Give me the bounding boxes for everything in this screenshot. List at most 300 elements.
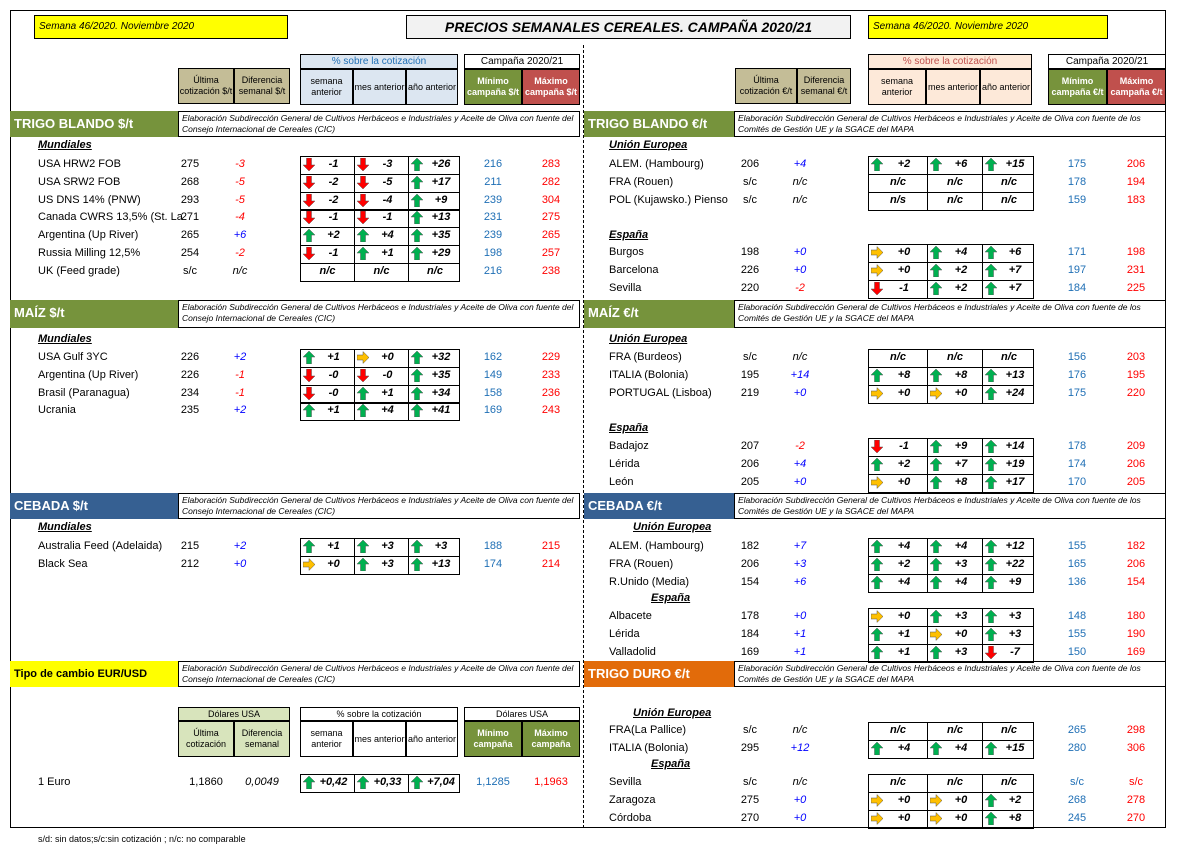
pct-value: +9	[1008, 575, 1022, 588]
table-row	[0, 438, 1183, 455]
table-row	[0, 774, 1183, 791]
arrow-up-icon	[411, 211, 423, 224]
sub-trigo-eur-es: España	[609, 229, 649, 241]
pct-cell-mes	[928, 457, 983, 474]
pct-value: +9	[954, 440, 968, 452]
row-max: 275	[541, 211, 561, 224]
pct-cell-mes	[355, 775, 409, 792]
pct-value: n/c	[947, 724, 963, 736]
row-name: FRA (Burdeos)	[609, 351, 682, 363]
row-max: 182	[1126, 540, 1146, 552]
pct-cell-sem	[869, 281, 928, 298]
row-max: 206	[1126, 457, 1146, 470]
arrow-up-icon	[411, 404, 423, 417]
pct-value: -1	[899, 440, 909, 452]
arrow-right-icon	[930, 387, 942, 400]
pct-value: n/c	[947, 351, 963, 363]
sub-cebada-usd-mundiales: Mundiales	[38, 521, 92, 533]
row-price: 226	[180, 351, 200, 363]
pct-cell-mes	[928, 281, 983, 298]
row-max: 298	[1126, 724, 1146, 736]
arrow-up-icon	[985, 558, 997, 571]
tipo-hdr-ultima: Última cotización	[178, 721, 234, 757]
arrow-right-icon	[871, 387, 883, 400]
table-row	[0, 385, 1183, 402]
pct-value: +0	[897, 610, 911, 622]
pct-cell-mes	[928, 793, 983, 810]
row-min: 156	[1067, 351, 1087, 363]
pct-value: +29	[431, 247, 451, 259]
pct-cell-sem	[869, 350, 928, 367]
pct-cell-mes	[928, 368, 983, 385]
sub-duro-ue: Unión Europea	[633, 707, 712, 719]
row-min: 175	[1067, 386, 1087, 399]
pct-value: +17	[431, 175, 451, 188]
row-price: 265	[180, 229, 200, 242]
hdr-max-usd: Máximo campaña $/t	[522, 69, 580, 105]
tipo-hdr-minimo: Mínimo campaña	[464, 721, 522, 757]
tipo-hdr-dolares-right: Dólares USA	[464, 707, 580, 721]
arrow-up-icon	[411, 776, 423, 789]
pct-change-box	[868, 367, 1034, 386]
table-row	[0, 156, 1183, 173]
arrow-right-icon	[871, 812, 883, 825]
pct-value: +2	[897, 158, 911, 170]
table-row	[0, 192, 1183, 209]
row-max: 195	[1126, 368, 1146, 381]
table-row	[0, 626, 1183, 643]
row-price: 212	[180, 557, 200, 570]
pct-value: +0	[381, 351, 394, 363]
row-diff: +6	[233, 229, 247, 242]
arrow-up-icon	[930, 158, 942, 171]
arrow-up-icon	[985, 246, 997, 259]
pct-cell-anio	[983, 368, 1035, 385]
row-price: 154	[740, 575, 760, 588]
pct-value: +0,42	[319, 776, 348, 788]
sub-trigo-usd-mundiales: Mundiales	[38, 139, 92, 151]
row-name: ITALIA (Bolonia)	[609, 741, 689, 754]
sub-maiz-usd-mundiales: Mundiales	[38, 333, 92, 345]
hdr-min-eur: Mínimo campaña €/t	[1048, 69, 1107, 105]
row-max: 225	[1126, 281, 1146, 294]
pct-change-box	[868, 280, 1034, 299]
hdr-anio-right: año anterior	[980, 69, 1032, 105]
pct-value: +12	[1005, 540, 1025, 552]
pct-value: +4	[897, 741, 911, 754]
pct-cell-mes	[928, 157, 983, 174]
hdr-dif-eur: Diferencia semanal €/t	[797, 68, 851, 104]
pct-value: -1	[899, 281, 909, 294]
pct-cell-mes	[928, 350, 983, 367]
pct-value: +3	[381, 540, 394, 552]
row-name: R.Unido (Media)	[609, 575, 690, 588]
pct-value: -0	[382, 368, 393, 381]
arrow-up-icon	[930, 246, 942, 259]
row-name: ALEM. (Hambourg)	[609, 158, 704, 170]
pct-value: +41	[431, 404, 451, 417]
pct-cell-mes	[928, 609, 983, 626]
pct-cell-anio	[409, 210, 461, 227]
pct-value: +1	[897, 645, 911, 658]
row-name: Ucrania	[38, 404, 76, 417]
row-price: 268	[180, 175, 200, 188]
arrow-up-icon	[985, 576, 997, 589]
row-min: 268	[1067, 793, 1087, 806]
pct-cell-mes	[928, 557, 983, 574]
row-price: 182	[740, 540, 760, 552]
row-name: Canada CWRS 13,5% (St. La	[38, 211, 183, 224]
arrow-up-icon	[357, 229, 369, 242]
table-row	[0, 402, 1183, 419]
pct-cell-mes	[928, 539, 983, 556]
row-price: 226	[180, 368, 200, 381]
row-diff: -4	[235, 211, 245, 224]
row-diff: +0	[233, 557, 247, 570]
pct-value: +35	[431, 229, 451, 242]
row-name: Badajoz	[609, 440, 649, 452]
pct-cell-sem	[869, 475, 928, 492]
row-max: 282	[541, 175, 561, 188]
row-diff: -1	[235, 386, 245, 399]
pct-value: +2	[897, 457, 911, 470]
pct-value: +32	[431, 351, 451, 363]
pct-cell-sem	[869, 557, 928, 574]
pct-value: +24	[1005, 386, 1025, 399]
row-min: 150	[1067, 645, 1087, 658]
pct-cell-anio	[983, 539, 1035, 556]
hdr-ultima-eur: Última cotización €/t	[735, 68, 797, 104]
pct-cell-sem	[301, 403, 355, 420]
row-name: León	[609, 475, 634, 488]
pct-change-box	[868, 792, 1034, 811]
table-row	[0, 740, 1183, 757]
pct-value: -2	[328, 193, 339, 206]
pct-cell-mes	[928, 475, 983, 492]
hdr-dif-usd: Diferencia semanal $/t	[234, 68, 290, 104]
pct-value: +0	[897, 246, 911, 258]
arrow-up-icon	[930, 440, 942, 453]
row-min: 216	[483, 264, 503, 277]
arrow-up-icon	[930, 742, 942, 755]
section-trigo-eur-title: TRIGO BLANDO €/t	[584, 111, 734, 137]
row-price: 215	[180, 540, 200, 552]
row-min: 174	[483, 557, 503, 570]
pct-change-box	[868, 538, 1034, 557]
row-price: 207	[740, 440, 760, 452]
row-min: 188	[483, 540, 503, 552]
row-min: 184	[1067, 281, 1087, 294]
row-name: USA HRW2 FOB	[38, 158, 121, 170]
pct-cell-sem	[869, 609, 928, 626]
table-row	[0, 280, 1183, 297]
pct-cell-sem	[869, 793, 928, 810]
pct-value: -3	[382, 158, 393, 170]
pct-change-box	[868, 156, 1034, 175]
pct-value: n/c	[1001, 724, 1017, 736]
pct-cell-anio	[983, 193, 1035, 210]
row-min: 158	[483, 386, 503, 399]
row-name: FRA (Rouen)	[609, 175, 674, 188]
pct-value: +15	[1005, 741, 1025, 754]
arrow-up-icon	[411, 229, 423, 242]
table-row	[0, 556, 1183, 573]
arrow-up-icon	[871, 369, 883, 382]
pct-cell-mes	[928, 645, 983, 662]
arrow-right-icon	[930, 812, 942, 825]
row-min: 171	[1067, 246, 1087, 258]
row-name: UK (Feed grade)	[38, 264, 120, 277]
row-min: 162	[483, 351, 503, 363]
tipo-hdr-mes: mes anterior	[353, 721, 406, 757]
arrow-up-icon	[871, 458, 883, 471]
pct-value: n/s	[890, 193, 906, 206]
row-name: Russia Milling 12,5%	[38, 247, 141, 259]
row-max: 304	[541, 193, 561, 206]
pct-value: +0	[897, 263, 911, 276]
row-max: 243	[541, 404, 561, 417]
row-price: 206	[740, 557, 760, 570]
row-min: 211	[484, 175, 502, 188]
row-diff: +1	[793, 645, 807, 658]
row-name: ITALIA (Bolonia)	[609, 368, 689, 381]
pct-change-box	[868, 192, 1034, 211]
row-diff: +2	[233, 540, 247, 552]
row-max: 206	[1126, 158, 1146, 170]
arrow-up-icon	[985, 540, 997, 553]
row-min: 198	[483, 247, 503, 259]
row-price: 275	[740, 793, 760, 806]
row-diff: +0	[793, 793, 807, 806]
pct-value: +35	[431, 368, 451, 381]
row-price: 206	[740, 158, 760, 170]
pct-value: n/c	[890, 351, 906, 363]
arrow-up-icon	[985, 476, 997, 489]
row-diff: +6	[793, 575, 807, 588]
arrow-up-icon	[930, 282, 942, 295]
pct-cell-anio	[983, 281, 1035, 298]
pct-value: +2	[954, 263, 968, 276]
row-min: 165	[1067, 557, 1087, 570]
row-diff: +4	[793, 457, 807, 470]
pct-cell-mes	[928, 627, 983, 644]
pct-value: +8	[954, 368, 968, 381]
pct-cell-anio	[983, 609, 1035, 626]
row-max: 190	[1126, 627, 1146, 640]
pct-value: +7	[954, 457, 968, 470]
pct-value: +9	[434, 193, 448, 206]
footnote: s/d: sin datos;s/c:sin cotización ; n/c: no comparable	[38, 834, 246, 844]
pct-cell-anio	[983, 557, 1035, 574]
hdr-min-usd: Mínimo campaña $/t	[464, 69, 522, 105]
pct-change-box	[868, 556, 1034, 575]
arrow-up-icon	[930, 458, 942, 471]
row-price: 293	[180, 193, 200, 206]
section-cebada-eur-title: CEBADA €/t	[584, 493, 734, 519]
pct-value: +0	[954, 627, 968, 640]
row-price: 195	[740, 368, 760, 381]
row-diff: +7	[793, 540, 807, 552]
row-diff: +0	[793, 475, 807, 488]
row-price: 205	[740, 475, 760, 488]
arrow-up-icon	[357, 776, 369, 789]
pct-value: +4	[954, 741, 968, 754]
row-diff: +2	[233, 404, 247, 417]
row-max: 169	[1126, 645, 1146, 658]
pct-value: +4	[897, 575, 911, 588]
pct-change-box	[868, 174, 1034, 193]
hdr-campaign-left: Campaña 2020/21	[464, 54, 580, 69]
row-name: USA Gulf 3YC	[38, 351, 108, 363]
row-name: Barcelona	[609, 263, 659, 276]
sub-cebada-eur-es: España	[651, 592, 691, 604]
row-name: FRA(La Pallice)	[609, 724, 687, 736]
source-cebada-eur: Elaboración Subdirección General de Cultivos Herbáceos e Industriales y Aceite de Oliva con fuente de los Comités de Gestión UE y la SGACE del MAPA	[734, 493, 1166, 519]
row-diff: +0	[793, 811, 807, 824]
hdr-pct-right: % sobre la cotización	[868, 54, 1032, 69]
pct-value: n/c	[947, 193, 963, 206]
pct-value: +0	[897, 811, 911, 824]
pct-cell-anio	[983, 457, 1035, 474]
arrow-down-icon	[871, 440, 883, 453]
row-max: 270	[1126, 811, 1146, 824]
pct-value: -7	[1010, 645, 1020, 658]
week-label-left: Semana 46/2020. Noviembre 2020	[34, 15, 288, 39]
hdr-mes-right: mes anterior	[926, 69, 980, 105]
row-name: Burgos	[609, 246, 644, 258]
tipo-hdr-semana: semana anterior	[300, 721, 353, 757]
row-max: 306	[1126, 741, 1146, 754]
pct-value: +2	[327, 229, 340, 242]
row-diff: +3	[793, 557, 807, 570]
pct-cell-anio	[983, 175, 1035, 192]
row-name: Zaragoza	[609, 793, 656, 806]
row-name: Lérida	[609, 457, 640, 470]
pct-value: n/c	[1001, 175, 1017, 188]
pct-cell-sem	[869, 368, 928, 385]
pct-value: +1	[327, 540, 340, 552]
pct-value: +22	[1005, 557, 1025, 570]
pct-cell-sem	[869, 627, 928, 644]
pct-value: +3	[954, 610, 968, 622]
hdr-mes-left: mes anterior	[353, 69, 406, 105]
row-max: 265	[541, 229, 561, 242]
source-tipo: Elaboración Subdirección General de Cultivos Herbáceos e Industriales y Aceite de Oliva con fuente del Consejo Internacional de Cereales (CIC)	[178, 661, 580, 687]
pct-value: -0	[328, 386, 339, 399]
row-diff: +12	[790, 741, 810, 754]
row-diff: n/c	[792, 724, 808, 736]
row-diff: -2	[235, 247, 245, 259]
pct-cell-anio	[983, 350, 1035, 367]
row-name: 1 Euro	[38, 776, 71, 788]
row-price: 219	[740, 386, 760, 399]
arrow-up-icon	[985, 282, 997, 295]
row-price: s/c	[742, 175, 758, 188]
week-label-right: Semana 46/2020. Noviembre 2020	[868, 15, 1108, 39]
table-row	[0, 209, 1183, 226]
pct-value: n/c	[427, 264, 443, 277]
arrow-up-icon	[930, 476, 942, 489]
row-min: 155	[1067, 540, 1087, 552]
row-min: 170	[1067, 475, 1087, 488]
row-max: 229	[541, 351, 561, 363]
arrow-up-icon	[871, 628, 883, 641]
pct-value: +2	[897, 557, 911, 570]
section-maiz-eur-title: MAÍZ €/t	[584, 300, 734, 328]
row-diff: +0	[793, 386, 807, 399]
pct-value: +4	[954, 246, 968, 258]
table-row	[0, 349, 1183, 366]
pct-change-box	[868, 740, 1034, 759]
arrow-up-icon	[985, 387, 997, 400]
section-trigo-usd-title: TRIGO BLANDO $/t	[10, 111, 178, 137]
tipo-hdr-maximo: Máximo campaña	[522, 721, 580, 757]
arrow-right-icon	[871, 476, 883, 489]
pct-cell-anio	[983, 263, 1035, 280]
arrow-up-icon	[357, 404, 369, 417]
arrow-up-icon	[871, 576, 883, 589]
sub-duro-es: España	[651, 758, 691, 770]
pct-cell-mes	[928, 386, 983, 403]
row-price: 220	[740, 281, 760, 294]
pct-change-box	[868, 608, 1034, 627]
arrow-up-icon	[930, 610, 942, 623]
row-min: 1,1285	[476, 776, 510, 788]
pct-value: -1	[328, 247, 339, 259]
row-price: 234	[180, 386, 200, 399]
row-max: 206	[1126, 557, 1146, 570]
pct-value: +3	[434, 540, 448, 552]
row-max: 283	[541, 158, 561, 170]
section-cebada-usd-title: CEBADA $/t	[10, 493, 178, 519]
source-maiz-usd: Elaboración Subdirección General de Cultivos Herbáceos e Industriales y Aceite de Oliva con fuente del Consejo Internacional de Cereales (CIC)	[178, 300, 580, 328]
row-name: Albacete	[609, 610, 652, 622]
page-title: PRECIOS SEMANALES CEREALES. CAMPAÑA 2020/21	[406, 15, 851, 39]
pct-cell-sem	[869, 193, 928, 210]
arrow-up-icon	[985, 264, 997, 277]
row-diff: n/c	[792, 351, 808, 363]
row-max: 1,1963	[534, 776, 568, 788]
pct-value: n/c	[890, 724, 906, 736]
hdr-campaign-right: Campaña 2020/21	[1048, 54, 1166, 69]
pct-value: +8	[1008, 811, 1022, 824]
row-price: s/c	[742, 724, 758, 736]
pct-cell-mes	[928, 723, 983, 740]
table-row	[0, 227, 1183, 244]
arrow-right-icon	[930, 794, 942, 807]
pct-cell-mes	[355, 228, 409, 245]
row-min: 231	[483, 211, 503, 224]
pct-value: +17	[1005, 475, 1025, 488]
row-max: 278	[1126, 793, 1146, 806]
table-row	[0, 244, 1183, 261]
pct-cell-sem	[869, 386, 928, 403]
row-diff: -2	[795, 281, 805, 294]
pct-change-box	[868, 244, 1034, 263]
pct-value: +0	[897, 475, 911, 488]
row-price: 254	[180, 247, 200, 259]
row-max: 203	[1126, 351, 1146, 363]
row-name: Argentina (Up River)	[38, 368, 139, 381]
row-diff: n/c	[792, 193, 808, 206]
hdr-pct-left: % sobre la cotización	[300, 54, 458, 69]
row-max: 238	[541, 264, 561, 277]
table-row	[0, 367, 1183, 384]
table-row	[0, 456, 1183, 473]
table-row	[0, 792, 1183, 809]
pct-change-box	[868, 574, 1034, 593]
pct-cell-sem	[869, 175, 928, 192]
